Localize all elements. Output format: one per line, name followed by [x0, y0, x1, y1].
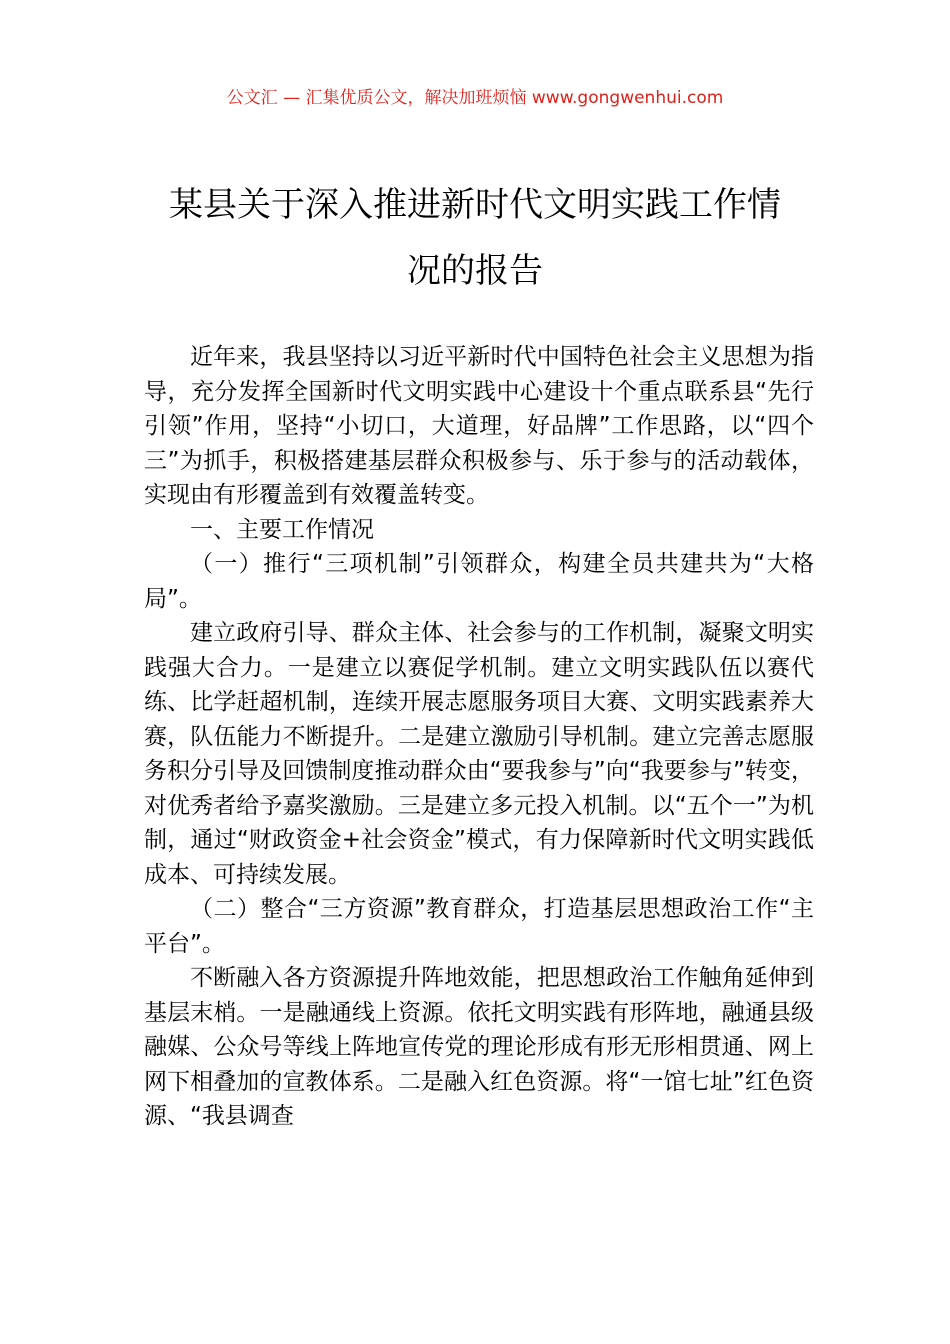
document-body — [144, 340, 814, 1134]
section-heading-1: 一、主要工作情况 — [190, 516, 374, 543]
title-line-2: 况的报告 — [407, 251, 543, 291]
title-line-1: 某县关于深入推进新时代文明实践工作情 — [169, 185, 781, 225]
paragraph-intro: 近年来，我县坚持以习近平新时代中国特色社会主义思想为指导，充分发挥全国新时代文明实践中心建设十个重点联系县“先行引领”作用，坚持“小切口，大道理，好品牌”工作思路，以“四个三”为抓手，积极搭建基层群众积极参与、乐于参与的活动载体，实现由有形覆盖到有效覆盖转变。 — [144, 344, 814, 508]
paragraph-mechanisms: 建立政府引导、群众主体、社会参与的工作机制，凝聚文明实践强大合力。一是建立以赛促学机制。建立文明实践队伍以赛代练、比学赶超机制，连续开展志愿服务项目大赛、文明实践素养大赛，队伍能力不断提升。二是建立激励引导机制。建立完善志愿服务积分引导及回馈制度推动群众由“要我参与”向“我要参与”转变，对优秀者给予嘉奖激励。三是建立多元投入机制。以“五个一”为机制，通过“财政资金+社会资金”模式，有力保障新时代文明实践低成本、可持续发展。 — [144, 620, 814, 888]
subsection-heading-2: （二）整合“三方资源”教育群众，打造基层思想政治工作“主平台”。 — [144, 896, 814, 957]
document-title — [140, 172, 810, 304]
watermark-header: 公文汇 — 汇集优质公文，解决加班烦恼 www.gongwenhui.com — [226, 88, 724, 108]
paragraph-resources: 不断融入各方资源提升阵地效能，把思想政治工作触角延伸到基层末梢。一是融通线上资源。依托文明实践有形阵地，融通县级融媒、公众号等线上阵地宣传党的理论形成有形无形相贯通、网上网下相叠加的宣教体系。二是融入红色资源。将“一馆七址”红色资源、“我县调查 — [144, 965, 814, 1129]
subsection-heading-1: （一）推行“三项机制”引领群众，构建全员共建共为“大格局”。 — [144, 551, 814, 612]
